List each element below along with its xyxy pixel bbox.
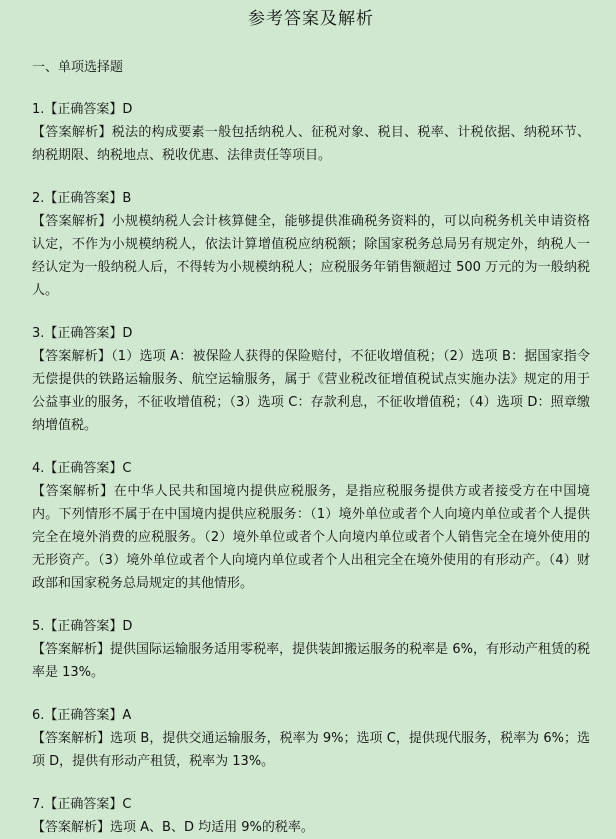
answer-item-3 — [32, 323, 590, 437]
answer-explanation: 【答案解析】选项 A、B、D 均适用 9%的税率。 — [32, 820, 314, 835]
answer-item-5 — [32, 616, 590, 684]
correct-answer: 3.【正确答案】D — [32, 326, 133, 341]
answer-item-1 — [32, 99, 590, 167]
answer-item-4 — [32, 458, 590, 595]
answer-explanation: 【答案解析】小规模纳税人会计核算健全，能够提供准确税务资料的，可以向税务机关申请资格认定，不作为小规模纳税人，依法计算增值税应纳税额；除国家税务总局另有规定外，纳税人一经认定为一般纳税人后，不得转为小规模纳税人；应税服务年销售额超过 500 万元的为一般纳税人。 — [32, 214, 590, 298]
answer-explanation: 【答案解析】在中华人民共和国境内提供应税服务，是指应税服务提供方或者接受方在中国境内。下列情形不属于在中国境内提供应税服务：（1）境外单位或者个人向境内单位或者个人提供完全在境外消费的应税服务。（2）境外单位或者个人向境内单位或者个人销售完全在境外使用的无形资产。（3）境外单位或者个人向境内单位或者个人出租完全在境外使用的有形动产。（4）财政部和国家税务总局规定的其他情形。 — [32, 484, 590, 591]
answer-explanation: 【答案解析】选项 B，提供交通运输服务，税率为 9%；选项 C，提供现代服务，税率为 6%；选项 D，提供有形动产租赁，税率为 13%。 — [32, 731, 590, 769]
correct-answer: 7.【正确答案】C — [32, 797, 132, 812]
answer-item-2 — [32, 188, 590, 302]
correct-answer: 2.【正确答案】B — [32, 191, 132, 206]
answer-item-7 — [32, 794, 590, 839]
answer-explanation: 【答案解析】（1）选项 A：被保险人获得的保险赔付，不征收增值税；（2）选项 B：据国家指令无偿提供的铁路运输服务、航空运输服务，属于《营业税改征增值税试点实施办法》规定的用于公益事业的服务，不征收增值税；（3）选项 C：存款利息，不征收增值税；（4）选项 D：照章缴纳增值税。 — [32, 349, 590, 433]
correct-answer: 6.【正确答案】A — [32, 708, 132, 723]
correct-answer: 1.【正确答案】D — [32, 102, 133, 117]
answer-item-6 — [32, 705, 590, 773]
answer-explanation: 【答案解析】税法的构成要素一般包括纳税人、征税对象、税目、税率、计税依据、纳税环节、纳税期限、纳税地点、税收优惠、法律责任等项目。 — [32, 125, 590, 163]
section-heading: 一、单项选择题 — [32, 60, 124, 75]
page-title: 参考答案及解析 — [248, 9, 374, 29]
correct-answer: 5.【正确答案】D — [32, 619, 133, 634]
correct-answer: 4.【正确答案】C — [32, 461, 132, 476]
answer-explanation: 【答案解析】提供国际运输服务适用零税率，提供装卸搬运服务的税率是 6%，有形动产租赁的税率是 13%。 — [32, 642, 590, 680]
